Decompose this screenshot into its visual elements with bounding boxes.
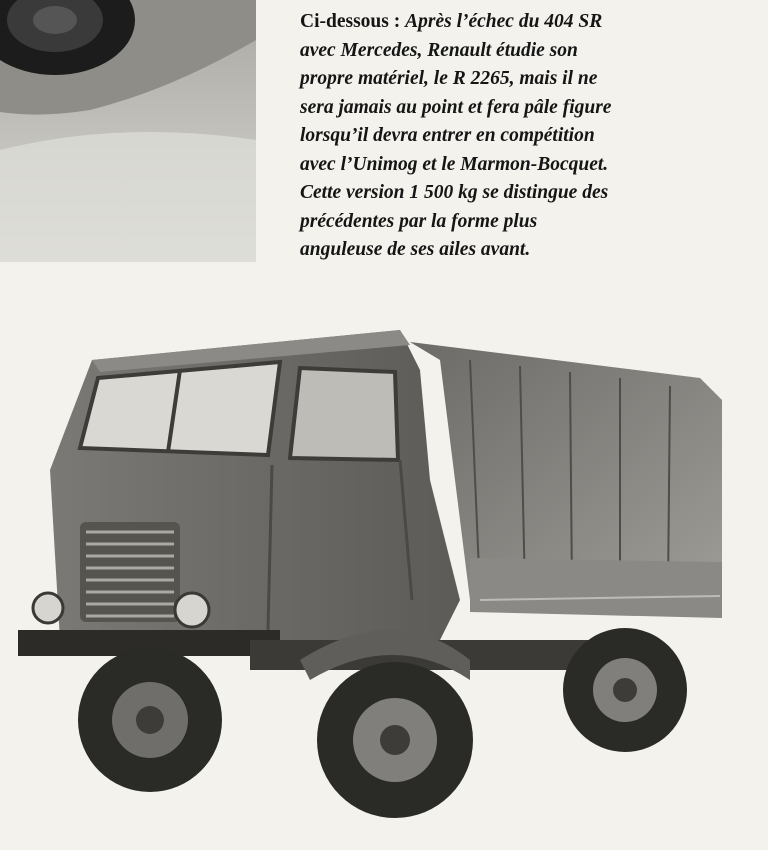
truck-photo xyxy=(0,300,768,845)
caption-line: avec l’Unimog et le Marmon-Bocquet. xyxy=(300,153,609,175)
top-photo-graphic xyxy=(0,0,256,262)
caption-line: lorsqu’il devra entrer en compétition xyxy=(300,125,595,146)
caption-line: précédentes par la forme plus xyxy=(300,210,538,232)
caption-line: propre matériel, le R 2265, mais il ne xyxy=(300,68,598,89)
caption-line: anguleuse de ses ailes avant. xyxy=(300,239,531,260)
top-photo xyxy=(0,0,256,262)
caption-line: avec Mercedes, Renault étudie son xyxy=(300,39,578,61)
caption-line: Après l’échec du 404 SR xyxy=(405,11,603,32)
caption-line: sera jamais au point et fera pâle figure xyxy=(300,96,612,118)
photo-caption xyxy=(300,8,740,265)
caption-lead: Ci-dessous : xyxy=(300,11,406,32)
truck-graphic xyxy=(0,300,768,845)
caption-line: Cette version 1 500 kg se distingue des xyxy=(300,182,609,203)
